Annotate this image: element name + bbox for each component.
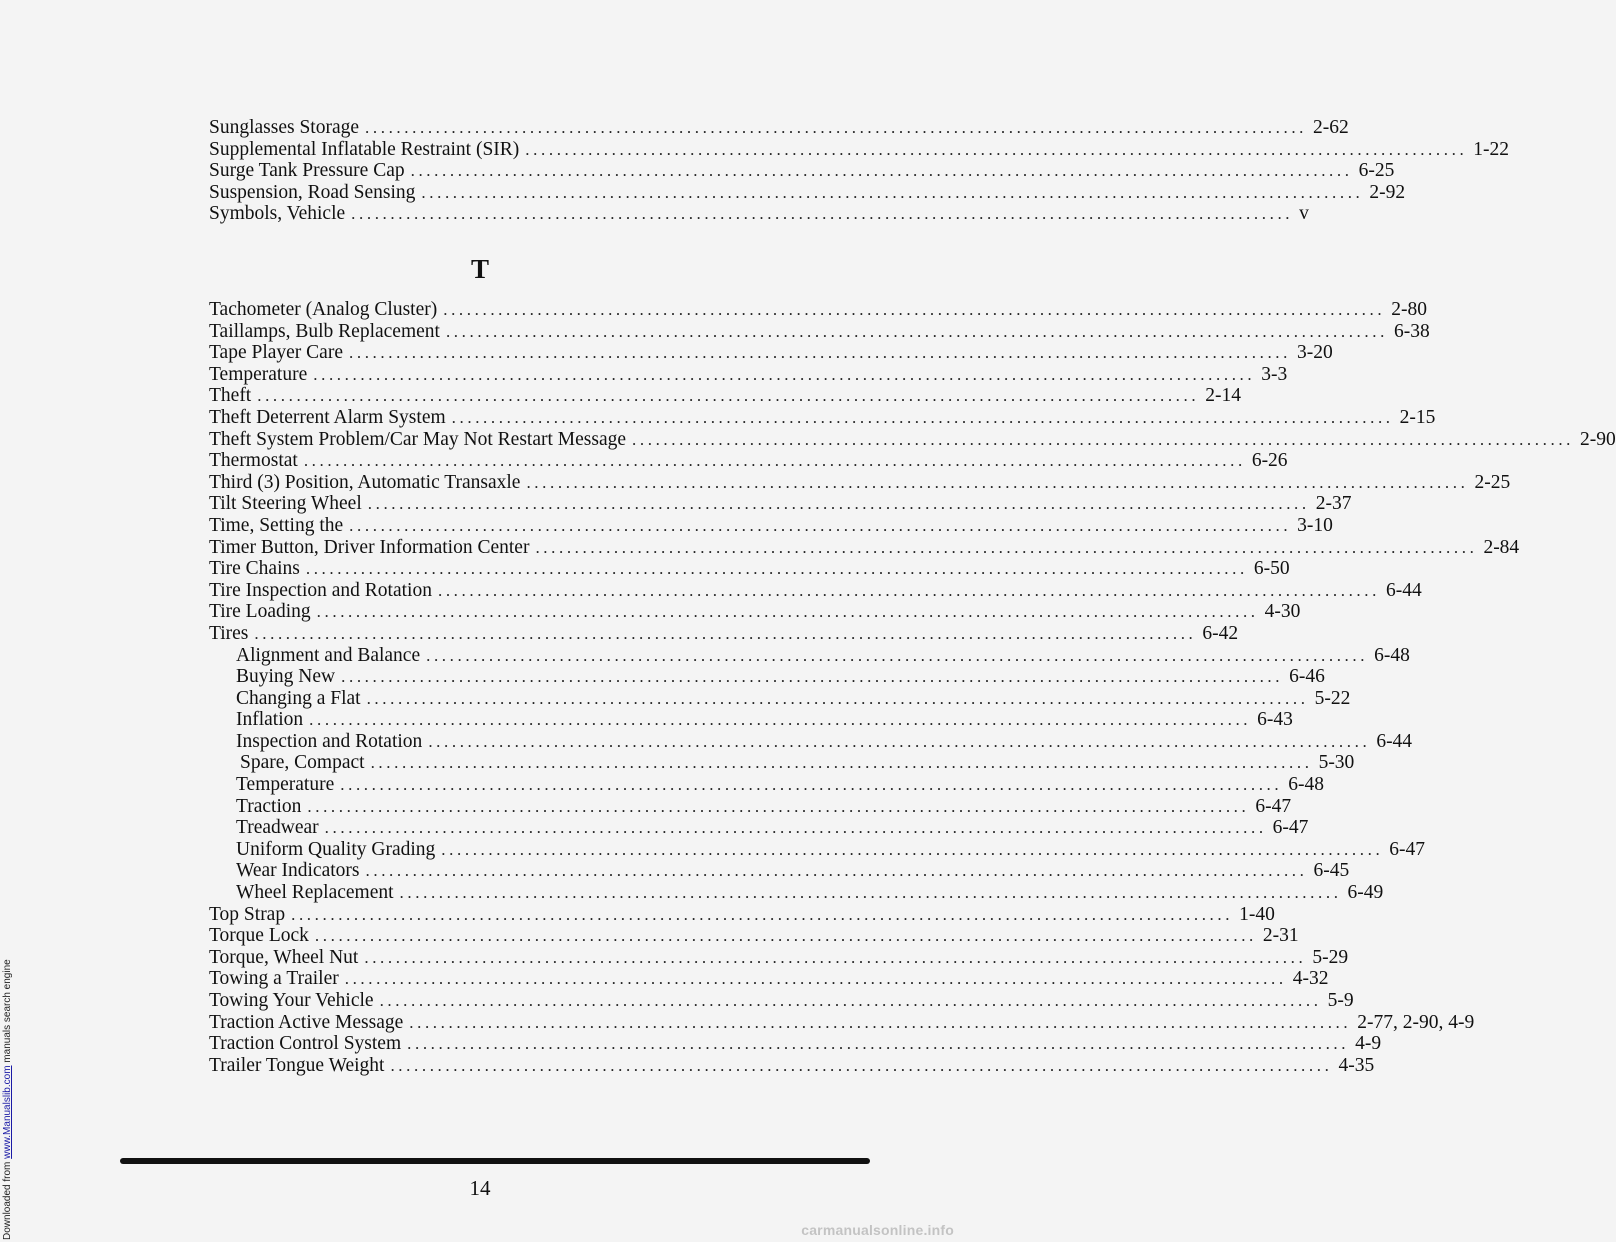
- entry-page: 2-25: [1474, 471, 1511, 493]
- leader-dots: ........................................................................................................................: [314, 926, 1257, 946]
- entry-label: Treadwear: [236, 817, 319, 839]
- index-entry: [209, 117, 1349, 139]
- index-subentry: [209, 687, 1351, 710]
- index-entry: [209, 450, 1288, 472]
- index-entry: [209, 968, 1329, 990]
- index-subentry: [209, 774, 1324, 796]
- index-section-s: [209, 117, 1510, 225]
- index-entry: [209, 363, 1288, 386]
- entry-page: 4-32: [1292, 968, 1329, 990]
- entry-page: 6-42: [1202, 622, 1239, 644]
- index-entry: [209, 1033, 1382, 1055]
- index-entry: [209, 406, 1436, 429]
- leader-dots: ........................................................................................................................: [365, 861, 1308, 881]
- entry-page: 5-30: [1318, 752, 1355, 774]
- leader-dots: ........................................................................................................................: [341, 667, 1284, 687]
- index-entry: [209, 514, 1333, 537]
- entry-label: Spare, Compact: [240, 752, 365, 774]
- entry-page: 4-30: [1264, 601, 1301, 623]
- entry-page: 5-9: [1327, 990, 1354, 1011]
- entry-page: 6-44: [1385, 579, 1422, 601]
- index-section-t: [209, 299, 1616, 1076]
- entry-label: Third (3) Position, Automatic Transaxle: [209, 471, 521, 493]
- leader-dots: ........................................................................................................................: [324, 818, 1267, 838]
- entry-page: 6-38: [1393, 320, 1430, 342]
- entry-page: 6-49: [1347, 882, 1384, 904]
- entry-label: Traction Control System: [209, 1033, 402, 1055]
- entry-label: Inflation: [236, 709, 304, 731]
- leader-dots: ........................................................................................................................: [426, 645, 1369, 665]
- entry-label: Traction Active Message: [209, 1011, 404, 1033]
- entry-label: Time, Setting the: [209, 514, 344, 536]
- index-subentry: [209, 644, 1410, 667]
- entry-page: 2-77, 2-90, 4-9: [1357, 1011, 1475, 1033]
- leader-dots: ........................................................................................................................: [349, 343, 1291, 363]
- index-entry: [209, 579, 1422, 602]
- entry-label: Tape Player Care: [209, 342, 343, 364]
- entry-page: 1-22: [1473, 138, 1510, 160]
- index-entry: [209, 1054, 1375, 1077]
- entry-page: 6-47: [1255, 795, 1292, 817]
- index-entry: [209, 299, 1427, 321]
- index-entry: [209, 946, 1349, 969]
- leader-dots: ........................................................................................................................: [441, 839, 1384, 859]
- entry-label: Temperature: [209, 363, 308, 385]
- index-entry: [209, 622, 1239, 645]
- entry-page: 2-92: [1369, 181, 1406, 203]
- leader-dots: ........................................................................................................................: [366, 688, 1309, 708]
- leader-dots: ........................................................................................................................: [632, 429, 1575, 449]
- entry-page: 4-9: [1355, 1033, 1382, 1055]
- entry-page: 6-47: [1389, 838, 1426, 860]
- leader-dots: ........................................................................................................................: [309, 710, 1252, 730]
- entry-label: Thermostat: [209, 450, 298, 472]
- leader-dots: ........................................................................................................................: [344, 969, 1287, 989]
- index-entry: [209, 160, 1395, 182]
- entry-page: 6-25: [1358, 160, 1395, 182]
- entry-label: Changing a Flat: [236, 687, 361, 709]
- index-entry: [209, 536, 1520, 559]
- entry-label: Symbols, Vehicle: [209, 203, 346, 225]
- leader-dots: ........................................................................................................................: [445, 321, 1388, 341]
- leader-dots: ........................................................................................................................: [437, 580, 1380, 600]
- entry-page: 6-44: [1376, 730, 1413, 752]
- leader-dots: ........................................................................................................................: [351, 204, 1294, 224]
- entry-page: 6-48: [1288, 774, 1324, 796]
- entry-label: Torque Lock: [209, 925, 309, 947]
- entry-page: 2-37: [1315, 493, 1352, 515]
- index-subentry: [209, 730, 1413, 753]
- index-subentry: [209, 882, 1384, 904]
- entry-label: Tilt Steering Wheel: [209, 493, 362, 515]
- index-entry: [209, 342, 1333, 364]
- entry-page: 2-14: [1205, 385, 1241, 407]
- entry-label: Surge Tank Pressure Cap: [209, 160, 405, 182]
- entry-label: Temperature: [236, 774, 335, 796]
- index-entry: [209, 1011, 1475, 1034]
- entry-page: 6-47: [1272, 817, 1309, 839]
- entry-label: Tire Loading: [209, 601, 311, 623]
- leader-dots: ........................................................................................................................: [421, 182, 1364, 202]
- entry-label: Theft Deterrent Alarm System: [209, 406, 446, 428]
- entry-page: 6-45: [1313, 860, 1350, 882]
- entry-page: 3-10: [1297, 514, 1333, 536]
- index-entry: [209, 903, 1275, 926]
- entry-label: Uniform Quality Grading: [236, 838, 436, 860]
- entry-label: Towing a Trailer: [209, 968, 339, 990]
- entry-label: Theft: [209, 385, 252, 407]
- entry-page: 2-62: [1313, 117, 1349, 138]
- index-entry: [209, 138, 1510, 161]
- entry-page: 2-84: [1483, 536, 1520, 558]
- entry-page: 6-48: [1374, 644, 1410, 666]
- entry-label: Towing Your Vehicle: [209, 990, 374, 1011]
- entry-label: Supplemental Inflatable Restraint (SIR): [209, 138, 520, 160]
- entry-page: 6-50: [1253, 558, 1290, 580]
- leader-dots: ........................................................................................................................: [535, 537, 1478, 557]
- leader-dots: ........................................................................................................................: [443, 300, 1386, 319]
- entry-page: 5-29: [1312, 946, 1349, 968]
- leader-dots: ........................................................................................................................: [390, 1055, 1333, 1075]
- download-prefix: Downloaded from: [2, 1158, 13, 1240]
- index-subentry: [209, 817, 1309, 839]
- leader-dots: ........................................................................................................................: [305, 559, 1248, 579]
- entry-label: Tires: [209, 622, 249, 644]
- index-entry: [209, 471, 1511, 494]
- index-subentry: [209, 709, 1293, 731]
- leader-dots: ........................................................................................................................: [365, 118, 1308, 137]
- entry-label: Taillamps, Bulb Replacement: [209, 320, 440, 342]
- entry-page: 4-35: [1338, 1054, 1375, 1076]
- entry-page: 3-3: [1261, 363, 1288, 385]
- entry-page: 2-80: [1391, 299, 1427, 320]
- index-subentry: [209, 860, 1350, 882]
- index-entry: [209, 558, 1290, 580]
- leader-dots: ........................................................................................................................: [526, 472, 1469, 492]
- index-entry: [209, 601, 1301, 623]
- index-entry: [209, 385, 1241, 407]
- entry-label: Tire Chains: [209, 558, 300, 580]
- entry-label: Wear Indicators: [236, 860, 360, 882]
- entry-label: Trailer Tongue Weight: [209, 1054, 385, 1076]
- entry-label: Tire Inspection and Rotation: [209, 579, 432, 601]
- site-watermark: carmanualsonline.info: [801, 1222, 954, 1238]
- leader-dots: ........................................................................................................................: [316, 602, 1259, 622]
- leader-dots: ........................................................................................................................: [451, 407, 1394, 427]
- entry-label: Theft System Problem/Car May Not Restart Message: [209, 428, 627, 450]
- entry-page: v: [1299, 203, 1309, 225]
- entry-page: 3-20: [1297, 342, 1333, 364]
- entry-page: 1-40: [1239, 903, 1275, 925]
- entry-page: 2-15: [1399, 406, 1436, 428]
- index-entry: [209, 203, 1309, 225]
- index-subentry: [209, 838, 1426, 861]
- leader-dots: ........................................................................................................................: [349, 515, 1292, 535]
- entry-page: 2-31: [1262, 925, 1299, 947]
- leader-dots: ........................................................................................................................: [379, 991, 1322, 1010]
- index-entry: [209, 181, 1406, 204]
- entry-page: 6-46: [1289, 666, 1325, 688]
- entry-page: 2-90: [1580, 428, 1616, 450]
- leader-dots: ........................................................................................................................: [525, 139, 1468, 159]
- leader-dots: ........................................................................................................................: [364, 947, 1307, 967]
- leader-dots: ........................................................................................................................: [340, 775, 1283, 795]
- entry-label: Tachometer (Analog Cluster): [209, 299, 438, 320]
- entry-page: 6-26: [1251, 450, 1288, 472]
- entry-label: Sunglasses Storage: [209, 117, 360, 138]
- leader-dots: ........................................................................................................................: [307, 796, 1250, 816]
- index-entry: [209, 990, 1354, 1012]
- leader-dots: ........................................................................................................................: [409, 1012, 1352, 1032]
- index-subentry: [209, 666, 1325, 688]
- download-source-sidebar: [0, 0, 16, 1242]
- leader-dots: ........................................................................................................................: [407, 1034, 1350, 1054]
- leader-dots: ........................................................................................................................: [303, 451, 1246, 471]
- leader-dots: ........................................................................................................................: [370, 753, 1313, 773]
- entry-label: Timer Button, Driver Information Center: [209, 536, 530, 558]
- entry-label: Inspection and Rotation: [236, 730, 423, 752]
- index-subentry: [209, 795, 1292, 818]
- entry-label: Buying New: [236, 666, 336, 688]
- index-subentry: [209, 752, 1355, 774]
- entry-label: Torque, Wheel Nut: [209, 946, 359, 968]
- leader-dots: ........................................................................................................................: [367, 494, 1310, 514]
- leader-dots: ........................................................................................................................: [410, 161, 1353, 181]
- manualslib-link[interactable]: www.Manualslib.com: [2, 1065, 13, 1159]
- entry-label: Suspension, Road Sensing: [209, 181, 416, 203]
- leader-dots: ........................................................................................................................: [254, 623, 1197, 643]
- entry-label: Wheel Replacement: [236, 882, 394, 904]
- download-suffix: manuals search engine: [2, 959, 13, 1066]
- entry-label: Alignment and Balance: [236, 644, 421, 666]
- section-letter-heading: T: [470, 254, 489, 284]
- leader-dots: ........................................................................................................................: [399, 883, 1342, 903]
- leader-dots: ........................................................................................................................: [428, 731, 1371, 751]
- index-entry: [209, 428, 1616, 451]
- index-entry: [209, 320, 1430, 343]
- entry-page: 6-43: [1257, 709, 1293, 731]
- entry-page: 5-22: [1314, 687, 1351, 709]
- footer-rule: [120, 1158, 870, 1164]
- entry-label: Top Strap: [209, 903, 286, 925]
- index-entry: [209, 925, 1299, 947]
- entry-label: Traction: [236, 795, 302, 817]
- page-number: 14: [469, 1176, 491, 1200]
- leader-dots: ........................................................................................................................: [257, 386, 1200, 406]
- index-entry: [209, 493, 1352, 515]
- leader-dots: ........................................................................................................................: [313, 364, 1256, 384]
- leader-dots: ........................................................................................................................: [291, 904, 1234, 924]
